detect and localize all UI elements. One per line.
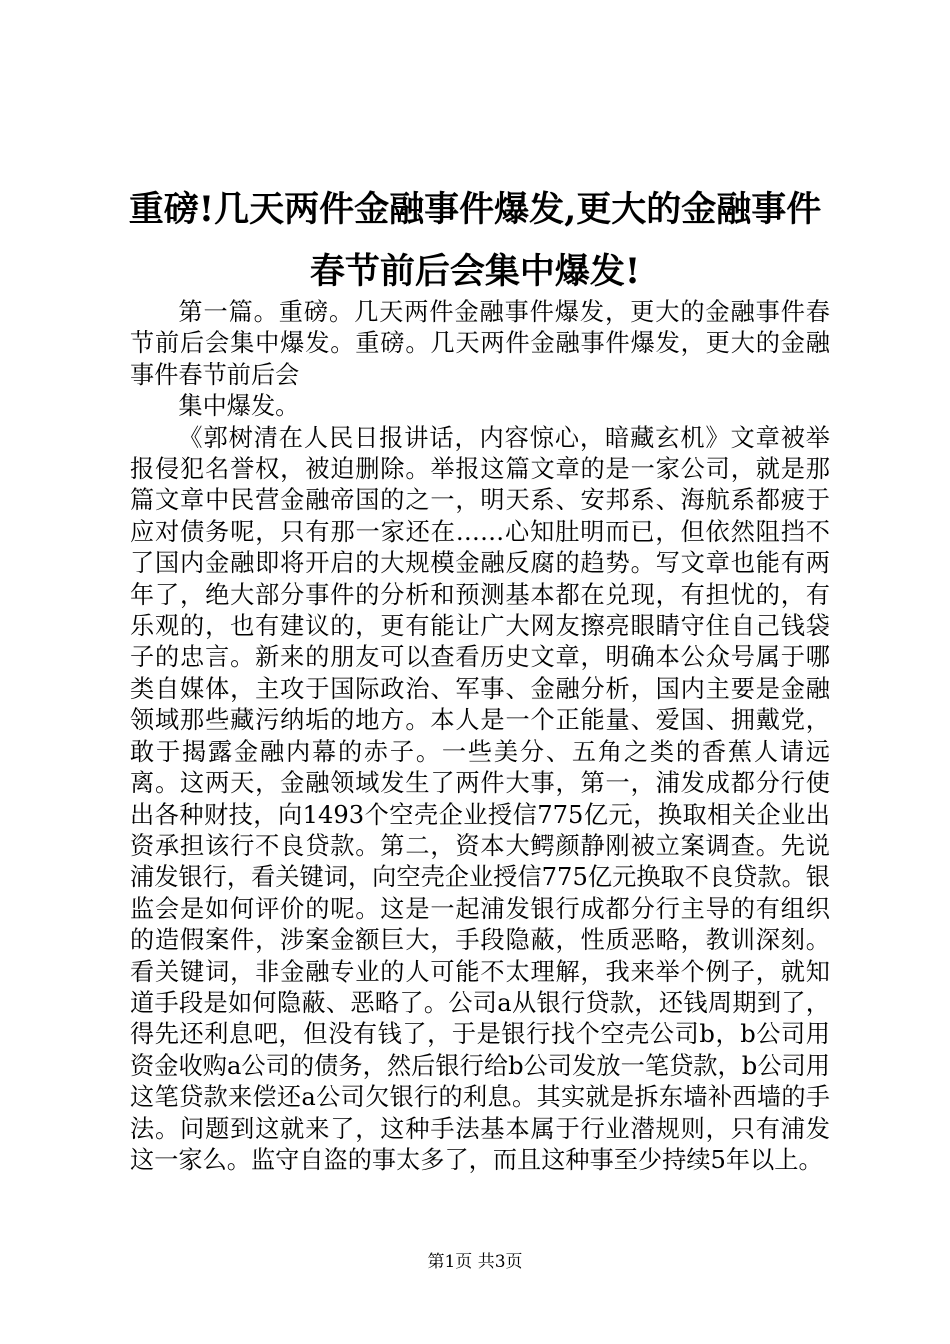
paragraph-continuation: 集中爆发。 — [178, 392, 300, 421]
paragraph-intro: 第一篇。重磅。几天两件金融事件爆发，更大的金融事件春节前后会集中爆发。重磅。几天两件金融事件爆发，更大的金融事件春节前后会 — [130, 298, 830, 389]
paragraph-main: 《郭树清在人民日报讲话，内容惊心，暗藏玄机》文章被举报侵犯名誉权，被迫删除。举报这篇文章的是一家公司，就是那篇文章中民营金融帝国的之一，明天系、安邦系、海航系都疲于应对债务呢，只有那一家还在……心知肚明而已，但依然阻挡不了国内金融即将开启的大规模金融反腐的趋势。写文章也能有两年了，绝大部分事件的分析和预测基本都在兑现，有担忧的，有乐观的，也有建议的，更有能让广大网友擦亮眼睛守住自己钱袋子的忠言。新来的朋友可以查看历史文章，明确本公众号属于哪类自媒体，主攻于国际政治、军事、金融分析，国内主要是金融领域那些藏污纳垢的地方。本人是一个正能量、爱国、拥戴党，敢于揭露金融内幕的赤子。一些美分、五角之类的香蕉人请远离。这两天，金融领域发生了两件大事，第一，浦发成都分行使出各种财技，向1493个空壳企业授信775亿元，换取相关企业出资承担该行不良贷款。第二，资本大鳄颜静刚被立案调查。先说浦发银行，看关键词，向空壳企业授信775亿元换取不良贷款。银监会是如何评价的呢。这是一起浦发银行成都分行主导的有组织的造假案件，涉案金额巨大，手段隐蔽，性质恶略，教训深刻。看关键词，非金融专业的人可能不太理解，我来举个例子，就知道手段是如何隐蔽、恶略了。公司a从银行贷款，还钱周期到了，得先还利息吧，但没有钱了，于是银行找个空壳公司b，b公司用资金收购a公司的债务，然后银行给b公司发放一笔贷款，b公司用这笔贷款来偿还a公司欠银行的利息。其实就是拆东墙补西墙的手法。问题到这就来了，这种手法基本属于行业潜规则，只有浦发这一家么。监守自盗的事太多了，而且这种事至少持续5年以上。 — [130, 423, 830, 1174]
document-body — [130, 297, 830, 1176]
document-title-line-1: 重磅!几天两件金融事件爆发,更大的金融事件 — [128, 189, 822, 230]
page-number-footer: 第1页 共3页 — [427, 1252, 523, 1272]
document-title-line-2: 春节前后会集中爆发! — [309, 251, 641, 292]
